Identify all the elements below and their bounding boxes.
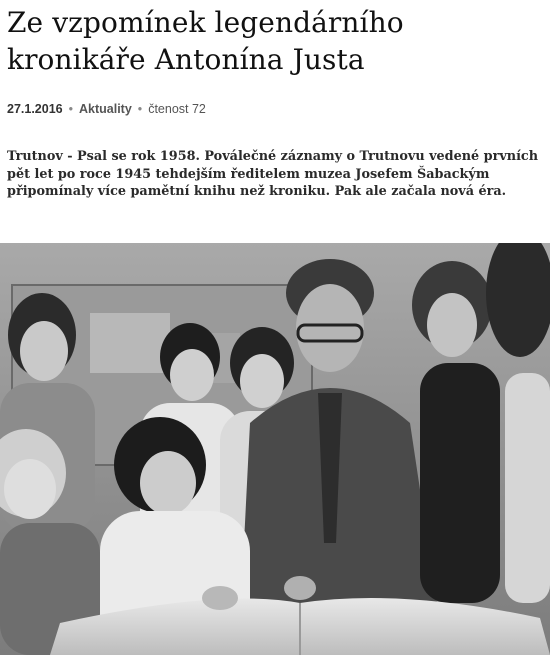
- article-title: Ze vzpomínek legendárního kronikáře Antonína Justa: [7, 6, 404, 76]
- article-read-count: čtenost 72: [148, 102, 206, 116]
- article-date: 27.1.2016: [7, 102, 63, 116]
- meta-separator: •: [137, 102, 143, 116]
- article-meta: [7, 102, 206, 116]
- meta-separator: •: [68, 102, 73, 116]
- article-lead: Trutnov - Psal se rok 1958. Poválečné záznamy o Trutnovu vedené prvních pět let po roce 1945 tehdejším ředitelem muzea Josefem Šabackým připomínaly více pamětní knihu než kroniku. Pak ale začala nová éra.: [7, 149, 539, 199]
- article-photo: [0, 243, 550, 655]
- article-photo-image: [0, 243, 550, 655]
- article-section-link[interactable]: Aktuality: [79, 102, 132, 116]
